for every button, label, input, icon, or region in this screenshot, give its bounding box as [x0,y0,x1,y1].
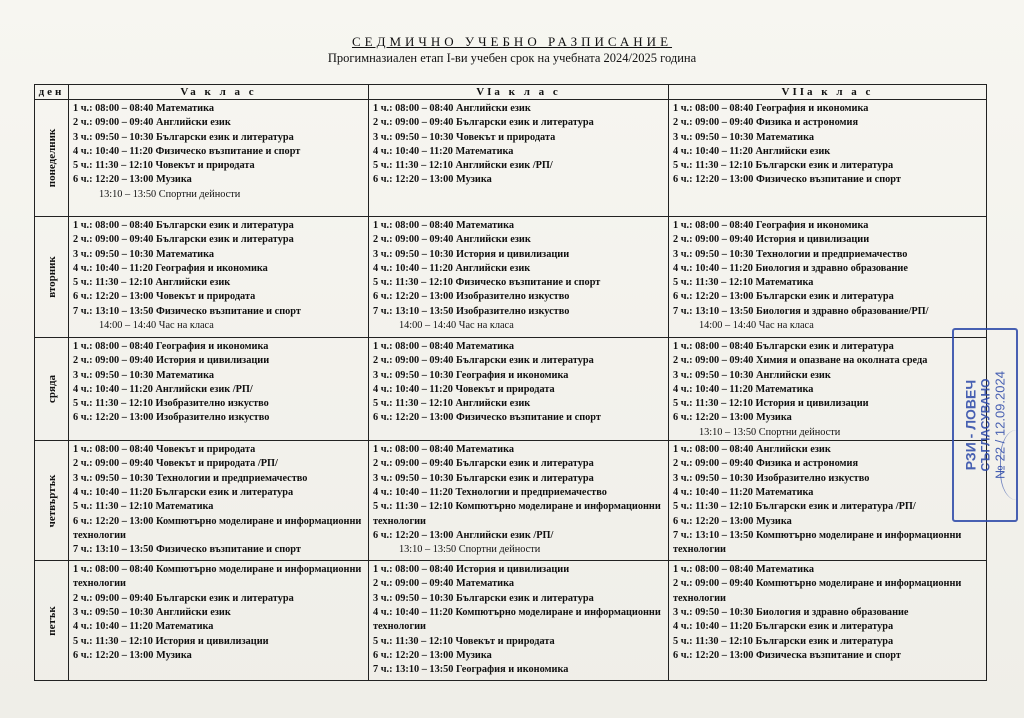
lesson-entry: 2 ч.: 09:00 – 09:40 Математика [373,578,514,590]
schedule-cell [69,561,369,681]
lesson-entry: 4 ч.: 10:40 – 11:20 Математика [673,486,814,498]
lesson-entry: 7 ч.: 13:10 – 13:50 Изобразително изкуство [373,305,570,317]
lesson-entry: 5 ч.: 11:30 – 12:10 История и цивилизации [673,398,869,410]
lesson-entry: 4 ч.: 10:40 – 11:20 Математика [73,621,214,633]
schedule-cell [669,441,987,561]
page-subtitle: Прогимназиален етап I-ви учебен срок на учебната 2024/2025 година [327,51,697,65]
lesson-entry: 1 ч.: 08:00 – 08:40 Математика [373,444,514,456]
lesson-entry: 2 ч.: 09:00 – 09:40 Физика и астрономия [673,458,859,470]
lesson-entry: 3 ч.: 09:50 – 10:30 Математика [73,248,214,260]
lesson-entry: 3 ч.: 09:50 – 10:30 Технологии и предприемачество [73,472,308,484]
lesson-entry: 4 ч.: 10:40 – 11:20 Английски език [673,145,831,157]
lesson-entry: 5 ч.: 11:30 – 12:10 Компютърно моделиране и информационни технологии [373,501,661,527]
lesson-entry: 13:10 – 13:50 Спортни дейности [699,426,841,438]
lesson-entry: 5 ч.: 11:30 – 12:10 История и цивилизации [73,635,269,647]
lesson-entry: 6 ч.: 12:20 – 13:00 Изобразително изкуство [73,412,270,424]
lesson-entry: 2 ч.: 09:00 – 09:40 Физика и астрономия [673,117,859,129]
lesson-entry: 1 ч.: 08:00 – 08:40 Български език и литература [73,220,294,231]
stamp-approved: СЪГЛАСУВАНО [978,378,993,472]
class-7a-header: VIIa к л а с [669,85,987,100]
lesson-entry: 4 ч.: 10:40 – 11:20 Английски език [373,262,531,274]
schedule-cell [69,100,369,217]
stamp-number-date: № 22 / 12.09.2024 [992,371,1008,479]
lesson-entry: 1 ч.: 08:00 – 08:40 География и икономика [73,341,269,352]
lesson-entry: 3 ч.: 09:50 – 10:30 География и икономика [373,369,569,381]
lesson-entry: 4 ч.: 10:40 – 11:20 Български език и литература [73,486,294,498]
lesson-entry: 14:00 – 14:40 Час на класа [399,320,514,332]
schedule-cell [369,338,669,441]
lesson-entry: 5 ч.: 11:30 – 12:10 Български език и литература [673,635,894,647]
lesson-entry: 4 ч.: 10:40 – 11:20 Човекът и природата [373,383,555,395]
lesson-entry: 2 ч.: 09:00 – 09:40 Български език и литература [373,458,594,470]
lesson-entry: 2 ч.: 09:00 – 09:40 Български език и литература [373,117,594,129]
lesson-entry: 1 ч.: 08:00 – 08:40 Математика [73,103,214,114]
day-name: вторник [45,256,58,298]
lesson-entry: 1 ч.: 08:00 – 08:40 Човекът и природата [73,444,256,456]
day-row [35,338,987,441]
lesson-entry: 14:00 – 14:40 Час на класа [699,320,814,332]
lesson-entry: 1 ч.: 08:00 – 08:40 Български език и литература [673,341,894,352]
day-label-cell [35,217,69,338]
signature-mark [1000,430,1024,500]
lesson-entry: 14:00 – 14:40 Час на класа [99,320,214,332]
lesson-entry: 13:10 – 13:50 Спортни дейности [99,188,241,200]
schedule-cell [669,338,987,441]
lesson-entry: 5 ч.: 11:30 – 12:10 Английски език [373,398,531,410]
lesson-entry: 4 ч.: 10:40 – 11:20 Математика [673,383,814,395]
lesson-entry: 1 ч.: 08:00 – 08:40 Компютърно моделиране и информационни технологии [73,564,362,590]
lesson-entry: 6 ч.: 12:20 – 13:00 Музика [673,515,792,527]
day-label-cell [35,338,69,441]
schedule-cell [69,217,369,338]
lesson-entry: 2 ч.: 09:00 – 09:40 История и цивилизации [73,355,270,367]
lesson-entry: 7 ч.: 13:10 – 13:50 Биология и здравно образование/РП/ [673,305,929,317]
lesson-entry: 13:10 – 13:50 Спортни дейности [399,544,541,556]
schedule-cell [669,561,987,681]
schedule-cell [369,217,669,338]
lesson-entry: 6 ч.: 12:20 – 13:00 Човекът и природата [73,291,256,303]
lesson-entry: 3 ч.: 09:50 – 10:30 Изобразително изкуство [673,472,870,484]
lesson-entry: 7 ч.: 13:10 – 13:50 Физическо възпитание и спорт [73,544,301,556]
day-row [35,100,987,217]
lesson-entry: 4 ч.: 10:40 – 11:20 География и икономика [73,262,268,274]
lesson-entry: 2 ч.: 09:00 – 09:40 Български език и литература [73,234,294,246]
lesson-entry: 4 ч.: 10:40 – 11:20 Математика [373,145,514,157]
lesson-entry: 3 ч.: 09:50 – 10:30 Технологии и предприемачество [673,248,908,260]
lesson-entry: 1 ч.: 08:00 – 08:40 Математика [373,220,514,231]
lesson-entry: 5 ч.: 11:30 – 12:10 Математика [673,277,814,289]
lesson-entry: 2 ч.: 09:00 – 09:40 Химия и опазване на околната среда [673,355,928,367]
lesson-entry: 2 ч.: 09:00 – 09:40 Английски език [373,234,531,246]
day-label-cell [35,441,69,561]
lesson-entry: 6 ч.: 12:20 – 13:00 Музика [673,412,792,424]
lesson-entry: 5 ч.: 11:30 – 12:10 Английски език /РП/ [373,160,553,172]
lesson-entry: 2 ч.: 09:00 – 09:40 Компютърно моделиране и информационни технологии [673,578,962,604]
day-row [35,441,987,561]
lesson-entry: 4 ч.: 10:40 – 11:20 Английски език /РП/ [73,383,253,395]
lesson-entry: 1 ч.: 08:00 – 08:40 География и икономика [673,220,869,231]
schedule-cell [669,217,987,338]
day-label-cell [35,100,69,217]
lesson-entry: 4 ч.: 10:40 – 11:20 Биология и здравно образование [673,262,908,274]
stamp-authority: РЗИ - ЛОВЕЧ [962,379,979,471]
lesson-entry: 3 ч.: 09:50 – 10:30 Български език и литература [373,592,594,604]
day-row [35,217,987,338]
lesson-entry: 5 ч.: 11:30 – 12:10 Български език и литература [673,160,894,172]
lesson-entry: 6 ч.: 12:20 – 13:00 Музика [73,174,192,186]
schedule-cell [669,100,987,217]
schedule-cell [369,561,669,681]
lesson-entry: 3 ч.: 09:50 – 10:30 Биология и здравно образование [673,606,909,618]
schedule-table [34,84,987,681]
day-column-header: ден [35,85,69,100]
lesson-entry: 2 ч.: 09:00 – 09:40 Английски език [73,117,231,129]
class-6a-header: VIa к л а с [369,85,669,100]
schedule-cell [369,441,669,561]
lesson-entry: 7 ч.: 13:10 – 13:50 Компютърно моделиране и информационни технологии [673,529,962,556]
day-name: понеделник [45,128,58,188]
lesson-entry: 3 ч.: 09:50 – 10:30 История и цивилизации [373,248,570,260]
lesson-entry: 2 ч.: 09:00 – 09:40 Български език и литература [73,592,294,604]
lesson-entry: 6 ч.: 12:20 – 13:00 Физическо възпитание и спорт [373,412,601,424]
lesson-entry: 1 ч.: 08:00 – 08:40 Математика [373,341,514,352]
header-row [35,85,987,100]
lesson-entry: 5 ч.: 11:30 – 12:10 Човекът и природата [373,635,555,647]
lesson-entry: 6 ч.: 12:20 – 13:00 Изобразително изкуство [373,291,570,303]
lesson-entry: 2 ч.: 09:00 – 09:40 Български език и литература [373,355,594,367]
day-name: сряда [45,375,58,404]
schedule-cell [69,441,369,561]
schedule-cell [369,100,669,217]
lesson-entry: 6 ч.: 12:20 – 13:00 Компютърно моделиране и информационни технологии [73,515,362,541]
lesson-entry: 4 ч.: 10:40 – 11:20 Компютърно моделиране и информационни технологии [373,606,661,633]
lesson-entry: 3 ч.: 09:50 – 10:30 Български език и литература [373,472,594,484]
lesson-entry: 3 ч.: 09:50 – 10:30 Математика [673,131,814,143]
lesson-entry: 7 ч.: 13:10 – 13:50 География и икономика [373,664,569,676]
lesson-entry: 3 ч.: 09:50 – 10:30 Английски език [73,606,231,618]
lesson-entry: 5 ч.: 11:30 – 12:10 Български език и литература /РП/ [673,501,916,513]
lesson-entry: 6 ч.: 12:20 – 13:00 Музика [373,174,492,186]
lesson-entry: 3 ч.: 09:50 – 10:30 Математика [73,369,214,381]
lesson-entry: 6 ч.: 12:20 – 13:00 Английски език /РП/ [373,529,554,541]
lesson-entry: 7 ч.: 13:10 – 13:50 Физическо възпитание и спорт [73,305,301,317]
lesson-entry: 3 ч.: 09:50 – 10:30 Човекът и природата [373,131,556,143]
lesson-entry: 1 ч.: 08:00 – 08:40 География и икономика [673,103,869,114]
lesson-entry: 6 ч.: 12:20 – 13:00 Български език и литература [673,291,894,303]
lesson-entry: 2 ч.: 09:00 – 09:40 Човекът и природата /РП/ [73,458,278,470]
day-row [35,561,987,681]
lesson-entry: 6 ч.: 12:20 – 13:00 Физическа възпитание и спорт [673,649,901,661]
lesson-entry: 6 ч.: 12:20 – 13:00 Музика [373,649,492,661]
lesson-entry: 1 ч.: 08:00 – 08:40 История и цивилизации [373,564,570,576]
lesson-entry: 1 ч.: 08:00 – 08:40 Английски език [673,444,831,456]
lesson-entry: 3 ч.: 09:50 – 10:30 Български език и литература [73,131,294,143]
page-title: СЕДМИЧНО УЧЕБНО РАЗПИСАНИЕ [351,34,673,49]
lesson-entry: 5 ч.: 11:30 – 12:10 Човекът и природата [73,160,255,172]
class-5a-header: Va к л а с [69,85,369,100]
lesson-entry: 6 ч.: 12:20 – 13:00 Музика [73,649,192,661]
day-name: четвъртък [45,474,58,527]
lesson-entry: 5 ч.: 11:30 – 12:10 Физическо възпитание и спорт [373,277,601,289]
lesson-entry: 3 ч.: 09:50 – 10:30 Английски език [673,369,831,381]
day-name: петък [45,605,58,636]
lesson-entry: 1 ч.: 08:00 – 08:40 Математика [673,564,814,576]
lesson-entry: 2 ч.: 09:00 – 09:40 История и цивилизации [673,234,870,246]
lesson-entry: 5 ч.: 11:30 – 12:10 Английски език [73,277,231,289]
lesson-entry: 5 ч.: 11:30 – 12:10 Изобразително изкуство [73,398,269,410]
lesson-entry: 4 ч.: 10:40 – 11:20 Технологии и предприемачество [373,486,607,498]
lesson-entry: 1 ч.: 08:00 – 08:40 Английски език [373,103,531,114]
lesson-entry: 4 ч.: 10:40 – 11:20 Български език и литература [673,621,894,633]
schedule-cell [69,338,369,441]
lesson-entry: 4 ч.: 10:40 – 11:20 Физическо възпитание и спорт [73,145,301,157]
lesson-entry: 5 ч.: 11:30 – 12:10 Математика [73,501,214,513]
lesson-entry: 6 ч.: 12:20 – 13:00 Физическо възпитание и спорт [673,174,901,186]
day-label-cell [35,561,69,681]
